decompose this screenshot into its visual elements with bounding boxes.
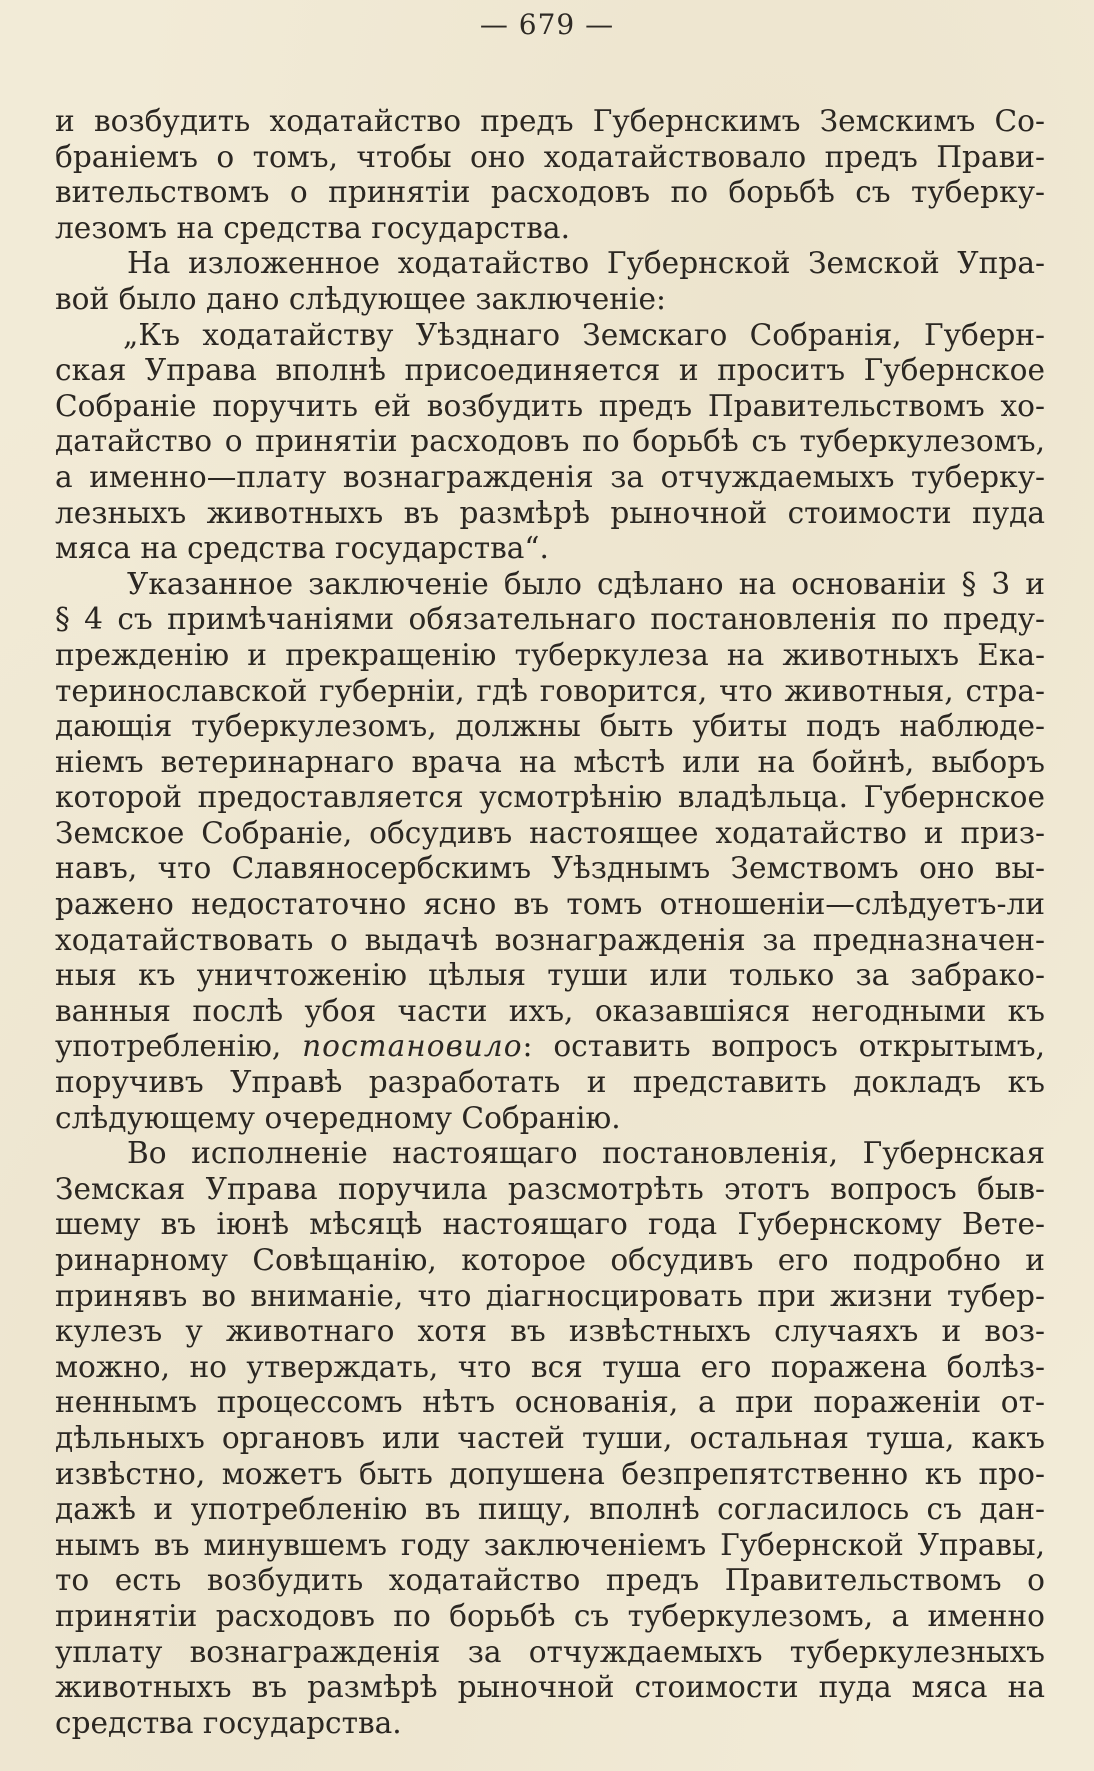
- text-line: шему въ iюнѣ мѣсяцѣ настоящаго года Губернскому Вете-: [55, 1207, 1045, 1242]
- text-line: „Къ ходатайству Уѣзднаго Земскаго Собранiя, Губерн-: [123, 317, 1045, 352]
- text-line: Земская Управа поручила разсмотрѣть этотъ вопросъ быв-: [55, 1171, 1045, 1206]
- text-line: бранiемъ о томъ, чтобы оно ходатайствовало предъ Прави-: [55, 139, 1045, 174]
- text-line: поручивъ Управѣ разработать и представить докладъ къ: [55, 1065, 1045, 1100]
- text-line: дажѣ и употребленiю въ пищу, вполнѣ согласилось съ дан-: [55, 1492, 1045, 1527]
- text-line: ходатайствовать о выдачѣ вознагражденiя за предназначен-: [55, 922, 1045, 957]
- text-line: Собранiе поручить ей возбудить предъ Правительствомъ хо-: [55, 388, 1045, 423]
- text-line: нымъ въ минувшемъ году заключенiемъ Губернской Управы,: [55, 1527, 1045, 1562]
- text-line: а именно—плату вознагражденiя за отчуждаемыхъ туберку-: [55, 459, 1045, 494]
- text-line: слѣдующему очередному Собранiю.: [55, 1100, 621, 1135]
- text-line: и возбудить ходатайство предъ Губернскимъ Земскимъ Со-: [55, 104, 1045, 138]
- text-line: прежденiю и прекращенiю туберкулеза на животныхъ Ека-: [55, 637, 1045, 672]
- page-number: — 679 —: [479, 8, 615, 41]
- text-line: кулезъ у животнаго хотя въ извѣстныхъ случаяхъ и воз-: [55, 1314, 1045, 1349]
- text-line: неннымъ процессомъ нѣтъ основанiя, а при пораженiи от-: [55, 1385, 1045, 1420]
- text-segment: употребленiю,: [55, 1029, 282, 1064]
- text-line: лезомъ на средства государства.: [55, 210, 570, 245]
- text-line: животныхъ въ размѣрѣ рыночной стоимости пуда мяса на: [55, 1670, 1045, 1705]
- text-line: ныя къ уничтоженiю цѣлыя туши или только за забрако-: [55, 958, 1045, 993]
- text-line: теринославской губернiи, гдѣ говорится, что животныя, стра-: [55, 673, 1045, 708]
- text-line: которой предоставляется усмотрѣнiю владѣльца. Губернское: [55, 780, 1045, 815]
- text-line: мяса на средства государства“.: [55, 531, 549, 566]
- text-line: средства государства.: [55, 1705, 402, 1740]
- text-line: можно, но утверждать, что вся туша его поражена болѣз-: [55, 1349, 1045, 1384]
- text-segment: : оставить вопросъ открытымъ,: [522, 1029, 1045, 1064]
- text-line: навъ, что Славяносербскимъ Уѣзднымъ Земствомъ оно вы-: [55, 851, 1045, 886]
- text-line: ванныя послѣ убоя части ихъ, оказавшiяся негодными къ: [55, 993, 1045, 1028]
- text-line: принятiи расходовъ по борьбѣ съ туберкулезомъ, а именно: [55, 1598, 1045, 1633]
- text-line: ринарному Совѣщанiю, которое обсудивъ его подробно и: [55, 1243, 1045, 1277]
- text-line: дающiя туберкулезомъ, должны быть убиты подъ наблюде-: [55, 709, 1045, 744]
- text-line: вой было дано слѣдующее заключенiе:: [55, 281, 666, 316]
- text-line: Земское Собранiе, обсудивъ настоящее ходатайство и приз-: [55, 815, 1045, 850]
- text-line: принявъ во вниманiе, что дiагносцировать при жизни тубер-: [55, 1278, 1045, 1313]
- text-line: нiемъ ветеринарнаго врача на мѣстѣ или на бойнѣ, выборъ: [55, 744, 1045, 779]
- text-line: ская Управа вполнѣ присоединяется и проситъ Губернское: [55, 353, 1045, 388]
- text-line: датайство о принятiи расходовъ по борьбѣ съ туберкулезомъ,: [55, 424, 1045, 459]
- text-line: лезныхъ животныхъ въ размѣрѣ рыночной стоимости пуда: [55, 495, 1045, 530]
- text-line: На изложенное ходатайство Губернской Земской Упра-: [127, 246, 1045, 281]
- text-line: Указанное заключенiе было сдѣлано на основанiи § 3 и: [127, 566, 1045, 601]
- body-text: [55, 104, 1045, 1741]
- emphasis-text: постановило: [302, 1029, 523, 1064]
- text-line: [55, 1029, 1045, 1065]
- text-line: дѣльныхъ органовъ или частей туши, остальная туша, какъ: [55, 1420, 1045, 1455]
- text-line: то есть возбудить ходатайство предъ Правительствомъ о: [55, 1563, 1045, 1598]
- text-line: вительствомъ о принятiи расходовъ по борьбѣ съ туберку-: [55, 175, 1045, 210]
- text-line: извѣстно, можетъ быть допушена безпрепятственно къ про-: [55, 1456, 1045, 1491]
- text-line: ражено недостаточно ясно въ томъ отношенiи—слѣдуетъ-ли: [55, 887, 1045, 922]
- text-line: уплату вознагражденiя за отчуждаемыхъ туберкулезныхъ: [55, 1634, 1045, 1669]
- text-line: Во исполненiе настоящаго постановленiя, Губернская: [127, 1136, 1045, 1171]
- text-line: § 4 съ примѣчанiями обязательнаго постановленiя по преду-: [55, 602, 1045, 637]
